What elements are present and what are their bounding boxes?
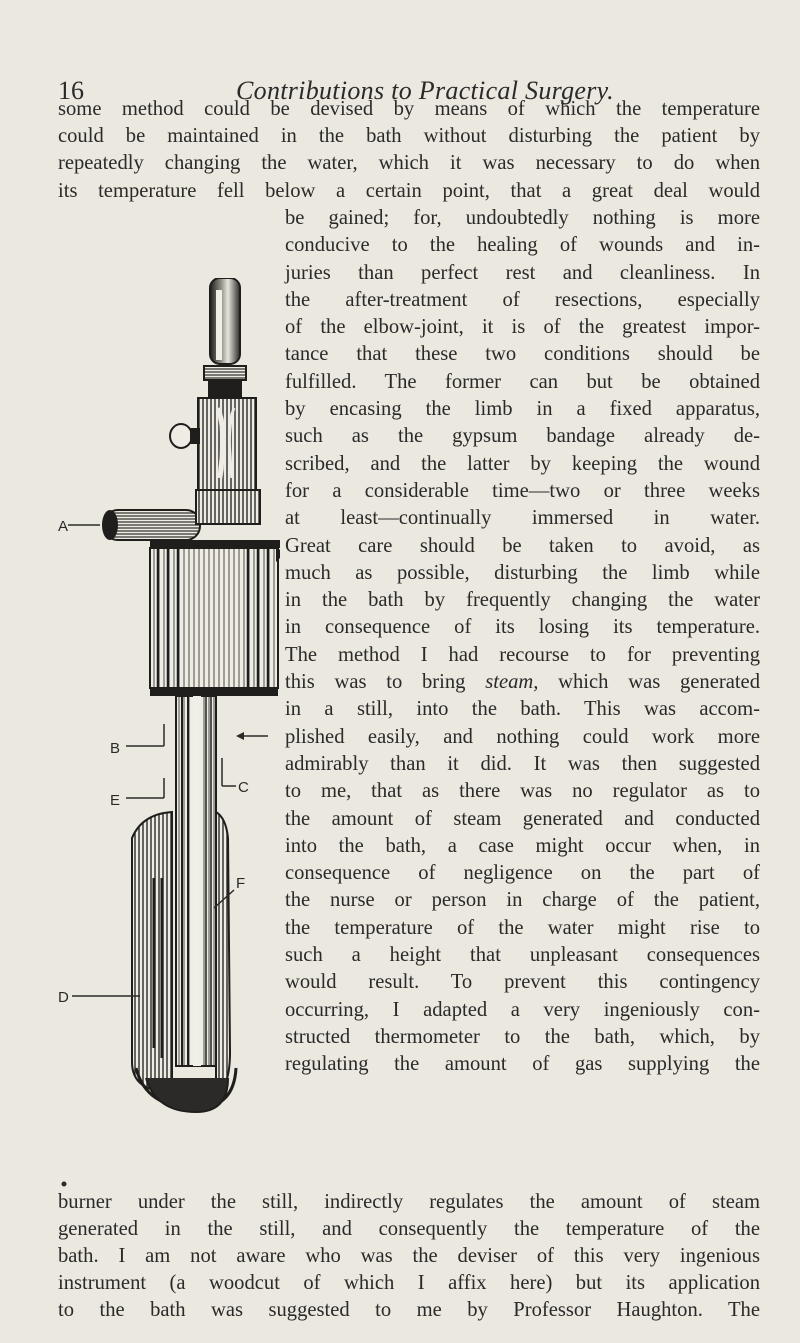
body-line: its temperature fell below a certain point, that a great deal would [58,180,760,202]
knob [170,424,192,448]
page-number: 16 [58,76,84,105]
label-a: A [58,518,69,535]
top-tube [210,278,240,364]
thermometer-regulator-figure [58,278,280,1198]
label-b: B [110,740,121,757]
column-line: would result. To prevent this contingency [285,971,760,994]
column-line: consequence of negligence on the part of [285,862,760,885]
column-line: The method I had recourse to for preventing [285,643,760,666]
u-tube-left [132,812,172,1092]
column-line: Great care should be taken to avoid, as [285,534,760,557]
column-line: plished easily, and nothing could work more [285,725,760,748]
body-line: some method could be devised by means of which the temperature [58,98,760,120]
body-line: repeatedly changing the water, which it was necessary to do when [58,152,760,174]
column-line: conducive to the healing of wounds and in- [285,234,760,257]
column-line: in consequence of its losing its temperature. [285,616,760,639]
column-line: admirably than it did. It was then suggested [285,752,760,775]
top-collar [204,366,246,380]
column-line: regulating the amount of gas supplying the [285,1053,760,1076]
body-line: to the bath was suggested to me by Professor Haughton. The [58,1299,760,1321]
column-line: structed thermometer to the bath, which, by [285,1025,760,1048]
body-line: burner under the still, indirectly regulates the amount of steam [58,1191,760,1213]
column-line: at least—continually immersed in water. [285,507,760,530]
side-arm [104,510,200,540]
label-d: D [58,989,69,1006]
upper-body [198,398,256,493]
u-tube-right [216,812,230,1092]
body-line: instrument (a woodcut of which I affix here) but its application [58,1272,760,1294]
column-line: of the elbow-joint, it is of the greatest impor- [285,316,760,339]
column-line: the temperature of the water might rise to [285,916,760,939]
text-column [285,205,760,1079]
u-tube-bottom [146,1078,228,1112]
column-line: such a height that unpleasant consequences [285,944,760,967]
label-e: E [110,792,121,809]
column-line: be gained; for, undoubtedly nothing is more [285,207,760,229]
column-line: for a considerable time—two or three weeks [285,479,760,502]
column-line: into the bath, a case might occur when, in [285,834,760,857]
label-f: F [236,875,246,892]
column-line: to me, that as there was no regulator as to [285,780,760,803]
column-line: such as the gypsum bandage already de- [285,425,760,448]
label-c: C [238,779,249,796]
column-line: the amount of steam generated and conducted [285,807,760,830]
body-line: bath. I am not aware who was the deviser of this very ingenious [58,1245,760,1267]
line-part: this was to bring [285,671,466,694]
body-line: could be maintained in the bath without disturbing the patient by [58,125,760,147]
column-line: fulfilled. The former can but be obtained [285,370,760,393]
column-line: much as possible, disturbing the limb while [285,561,760,584]
column-line: by encasing the limb in a fixed apparatus, [285,398,760,421]
column-line: scribed, and the latter by keeping the wound [285,452,760,475]
column-line-with-italic [285,669,760,696]
column-line: in the bath by frequently changing the water [285,589,760,612]
column-line: the nurse or person in charge of the patient, [285,889,760,912]
italic-word: steam, [485,671,539,694]
column-line: the after-treatment of resections, especially [285,288,760,311]
line-part: which was generated [558,671,760,694]
woodcut-illustration [58,278,280,1198]
column-line: in a still, into the bath. This was accom- [285,698,760,721]
running-title: Contributions to Practical Surgery. [236,76,614,105]
column-line: juries than perfect rest and cleanliness. In [285,261,760,284]
column-line: occurring, I adapted a very ingeniously con- [285,998,760,1021]
column-line: tance that these two conditions should be [285,343,760,366]
body-line: generated in the still, and consequently the temperature of the [58,1218,760,1240]
